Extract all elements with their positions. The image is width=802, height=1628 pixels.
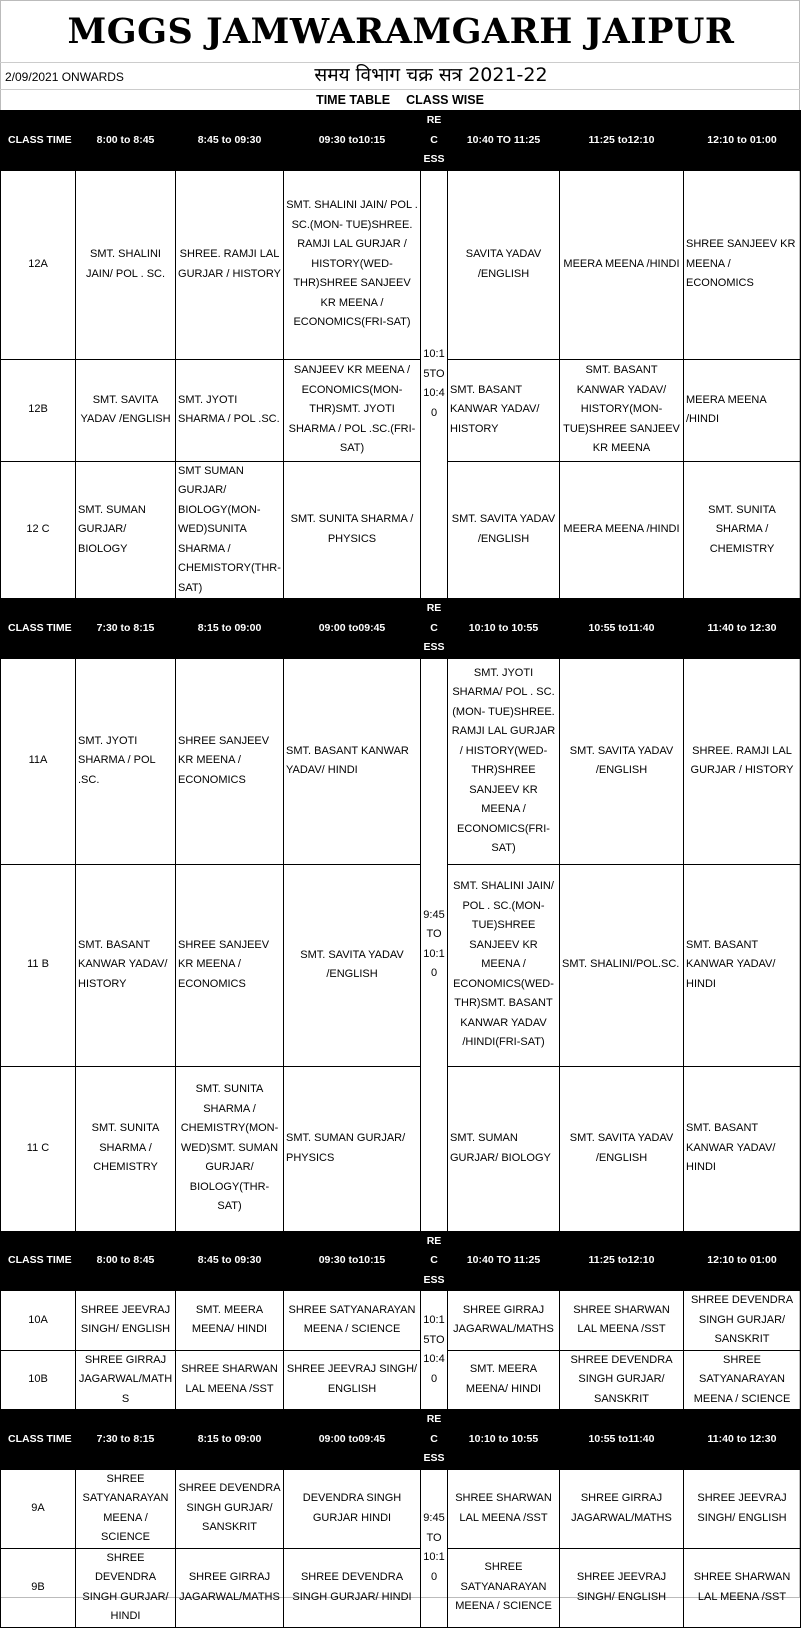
period-time: 8:45 to 09:30 — [176, 111, 284, 171]
class-name: 10A — [1, 1291, 76, 1351]
teacher-subject-cell: SMT. BASANT KANWAR YADAV/ HISTORY(MON- TUE)SHREE SANJEEV KR MEENA — [560, 359, 684, 461]
class-row — [1, 1350, 801, 1410]
teacher-subject-cell: MEERA MEENA /HINDI — [560, 461, 684, 599]
subtitle — [0, 91, 800, 109]
period-time: 7:30 to 8:15 — [76, 599, 176, 659]
teacher-subject-cell: SHREE GIRRAJ JAGARWAL/MATHS — [176, 1548, 284, 1627]
teacher-subject-cell: SMT. BASANT KANWAR YADAV/ HINDI — [284, 658, 421, 864]
period-time: 09:00 to09:45 — [284, 1410, 421, 1470]
teacher-subject-cell: SMT SUMAN GURJAR/ BIOLOGY(MON- WED)SUNITA SHARMA / CHEMISTORY(THR- SAT) — [176, 461, 284, 599]
teacher-subject-cell: SMT. SUMAN GURJAR/ BIOLOGY — [448, 1066, 560, 1231]
teacher-subject-cell: SHREE SANJEEV KR MEENA / ECONOMICS — [176, 658, 284, 864]
teacher-subject-cell: SHREE SATYANARAYAN MEENA / SCIENCE — [684, 1350, 801, 1410]
class-row — [1, 461, 801, 599]
teacher-subject-cell: SHREE SHARWAN LAL MEENA /SST — [448, 1469, 560, 1548]
recess-time-cell: 9:45 TO 10:1 0 — [421, 1469, 448, 1627]
teacher-subject-cell: SHREE JEEVRAJ SINGH/ ENGLISH — [76, 1291, 176, 1351]
teacher-subject-cell: SANJEEV KR MEENA / ECONOMICS(MON- THR)SMT. JYOTI SHARMA / POL .SC.(FRI- SAT) — [284, 359, 421, 461]
period-header-row — [1, 599, 801, 659]
teacher-subject-cell: SMT. SAVITA YADAV /ENGLISH — [560, 1066, 684, 1231]
class-row — [1, 359, 801, 461]
recess-label: REC ESS — [421, 1231, 448, 1291]
teacher-subject-cell: SMT. SHALINI JAIN/ POL . SC. — [76, 170, 176, 359]
teacher-subject-cell: SMT. SAVITA YADAV /ENGLISH — [560, 658, 684, 864]
teacher-subject-cell: SHREE JEEVRAJ SINGH/ ENGLISH — [284, 1350, 421, 1410]
teacher-subject-cell: SMT. SAVITA YADAV /ENGLISH — [76, 359, 176, 461]
teacher-subject-cell: SMT. SAVITA YADAV /ENGLISH — [448, 461, 560, 599]
teacher-subject-cell: SHREE. RAMJI LAL GURJAR / HISTORY — [176, 170, 284, 359]
teacher-subject-cell: SHREE SANJEEV KR MEENA / ECONOMICS — [684, 170, 801, 359]
recess-label: REC ESS — [421, 599, 448, 659]
teacher-subject-cell: SHREE JEEVRAJ SINGH/ ENGLISH — [684, 1469, 801, 1548]
teacher-subject-cell: SHREE DEVENDRA SINGH GURJAR/ HINDI — [284, 1548, 421, 1627]
class-row — [1, 864, 801, 1066]
teacher-subject-cell: SMT. BASANT KANWAR YADAV/ HISTORY — [76, 864, 176, 1066]
teacher-subject-cell: SMT. SAVITA YADAV /ENGLISH — [284, 864, 421, 1066]
period-header-row — [1, 111, 801, 171]
period-time: 10:40 TO 11:25 — [448, 1231, 560, 1291]
teacher-subject-cell: SMT. BASANT KANWAR YADAV/ HISTORY — [448, 359, 560, 461]
class-name: 12B — [1, 359, 76, 461]
teacher-subject-cell: SHREE SATYANARAYAN MEENA / SCIENCE — [76, 1469, 176, 1548]
period-time: 8:00 to 8:45 — [76, 111, 176, 171]
class-name: 9A — [1, 1469, 76, 1548]
teacher-subject-cell: SHREE GIRRAJ JAGARWAL/MATH S — [76, 1350, 176, 1410]
period-time: 8:45 to 09:30 — [176, 1231, 284, 1291]
period-time: 10:10 to 10:55 — [448, 1410, 560, 1470]
period-time: 8:15 to 09:00 — [176, 1410, 284, 1470]
teacher-subject-cell: SMT. SUNITA SHARMA / PHYSICS — [284, 461, 421, 599]
period-time: 12:10 to 01:00 — [684, 1231, 801, 1291]
teacher-subject-cell: SHREE DEVENDRA SINGH GURJAR/ SANSKRIT — [560, 1350, 684, 1410]
period-header-row — [1, 1410, 801, 1470]
teacher-subject-cell: MEERA MEENA /HINDI — [684, 359, 801, 461]
teacher-subject-cell: SHREE DEVENDRA SINGH GURJAR/ HINDI — [76, 1548, 176, 1627]
teacher-subject-cell: SMT. JYOTI SHARMA/ POL . SC.(MON- TUE)SHREE. RAMJI LAL GURJAR / HISTORY(WED- THR)SHREE SANJEEV KR MEENA / ECONOMICS(FRI- SAT) — [448, 658, 560, 864]
period-time: 11:40 to 12:30 — [684, 1410, 801, 1470]
period-time: 10:55 to11:40 — [560, 1410, 684, 1470]
session-title-hindi: समय विभाग चक्र सत्र 2021-22 — [314, 64, 548, 86]
teacher-subject-cell: SHREE SATYANARAYAN MEENA / SCIENCE — [448, 1548, 560, 1627]
teacher-subject-cell: SHREE SANJEEV KR MEENA / ECONOMICS — [176, 864, 284, 1066]
class-name: 11 C — [1, 1066, 76, 1231]
period-time: 09:00 to09:45 — [284, 599, 421, 659]
class-name: 9B — [1, 1548, 76, 1627]
teacher-subject-cell: SHREE GIRRAJ JAGARWAL/MATHS — [448, 1291, 560, 1351]
divider — [0, 89, 800, 90]
period-time: 10:40 TO 11:25 — [448, 111, 560, 171]
teacher-subject-cell: SMT. JYOTI SHARMA / POL .SC. — [176, 359, 284, 461]
teacher-subject-cell: SMT. SUNITA SHARMA / CHEMISTRY — [684, 461, 801, 599]
class-row — [1, 1469, 801, 1548]
period-time: 09:30 to10:15 — [284, 111, 421, 171]
class-row — [1, 658, 801, 864]
teacher-subject-cell: SMT. BASANT KANWAR YADAV/ HINDI — [684, 864, 801, 1066]
teacher-subject-cell: SHREE GIRRAJ JAGARWAL/MATHS — [560, 1469, 684, 1548]
class-row — [1, 1066, 801, 1231]
class-row — [1, 170, 801, 359]
teacher-subject-cell: SMT. JYOTI SHARMA / POL .SC. — [76, 658, 176, 864]
teacher-subject-cell: SMT. MEERA MEENA/ HINDI — [176, 1291, 284, 1351]
teacher-subject-cell: SHREE SATYANARAYAN MEENA / SCIENCE — [284, 1291, 421, 1351]
period-time: 8:00 to 8:45 — [76, 1231, 176, 1291]
teacher-subject-cell: SMT. SHALINI JAIN/ POL . SC.(MON- TUE)SHREE SANJEEV KR MEENA / ECONOMICS(WED- THR)SMT. BASANT KANWAR YADAV /HINDI(FRI-SAT) — [448, 864, 560, 1066]
recess-label: REC ESS — [421, 111, 448, 171]
class-name: 12 C — [1, 461, 76, 599]
class-name: 11A — [1, 658, 76, 864]
period-time: 10:55 to11:40 — [560, 599, 684, 659]
teacher-subject-cell: SMT. SHALINI/POL.SC. — [560, 864, 684, 1066]
class-name: 12A — [1, 170, 76, 359]
period-time: 8:15 to 09:00 — [176, 599, 284, 659]
teacher-subject-cell: SHREE DEVENDRA SINGH GURJAR/ SANSKRIT — [684, 1291, 801, 1351]
class-time-label: CLASS TIME — [1, 1231, 76, 1291]
school-title: MGGS JAMWARAMGARH JAIPUR — [67, 11, 735, 52]
teacher-subject-cell: DEVENDRA SINGH GURJAR HINDI — [284, 1469, 421, 1548]
period-time: 09:30 to10:15 — [284, 1231, 421, 1291]
teacher-subject-cell: SMT. SUMAN GURJAR/ PHYSICS — [284, 1066, 421, 1231]
class-time-label: CLASS TIME — [1, 599, 76, 659]
teacher-subject-cell: SMT. SUNITA SHARMA / CHEMISTRY(MON- WED)SMT. SUMAN GURJAR/ BIOLOGY(THR- SAT) — [176, 1066, 284, 1231]
recess-label: REC ESS — [421, 1410, 448, 1470]
period-time: 11:25 to12:10 — [560, 111, 684, 171]
teacher-subject-cell: SMT. BASANT KANWAR YADAV/ HINDI — [684, 1066, 801, 1231]
teacher-subject-cell: SHREE. RAMJI LAL GURJAR / HISTORY — [684, 658, 801, 864]
class-time-label: CLASS TIME — [1, 111, 76, 171]
recess-time-cell: 10:1 5TO 10:4 0 — [421, 170, 448, 599]
class-name: 10B — [1, 1350, 76, 1410]
class-row — [1, 1291, 801, 1351]
timetable-table — [0, 110, 801, 1628]
recess-time-cell: 9:45 TO 10:1 0 — [421, 658, 448, 1231]
teacher-subject-cell: SHREE JEEVRAJ SINGH/ ENGLISH — [560, 1548, 684, 1627]
period-time: 12:10 to 01:00 — [684, 111, 801, 171]
teacher-subject-cell: SMT. MEERA MEENA/ HINDI — [448, 1350, 560, 1410]
teacher-subject-cell: SHREE SHARWAN LAL MEENA /SST — [176, 1350, 284, 1410]
teacher-subject-cell: SHREE SHARWAN LAL MEENA /SST — [684, 1548, 801, 1627]
subtitle-timetable: TIME TABLE — [316, 93, 391, 107]
effective-date: 2/09/2021 ONWARDS — [5, 70, 124, 84]
period-time: 7:30 to 8:15 — [76, 1410, 176, 1470]
teacher-subject-cell: SHREE SHARWAN LAL MEENA /SST — [560, 1291, 684, 1351]
teacher-subject-cell: SAVITA YADAV /ENGLISH — [448, 170, 560, 359]
period-header-row — [1, 1231, 801, 1291]
class-row — [1, 1548, 801, 1627]
teacher-subject-cell: SMT. SHALINI JAIN/ POL . SC.(MON- TUE)SHREE. RAMJI LAL GURJAR / HISTORY(WED- THR)SHREE SANJEEV KR MEENA / ECONOMICS(FRI-SAT) — [284, 170, 421, 359]
subtitle-classwise: CLASS WISE — [406, 93, 484, 107]
recess-time-cell: 10:1 5TO 10:4 0 — [421, 1291, 448, 1410]
period-time: 11:40 to 12:30 — [684, 599, 801, 659]
class-name: 11 B — [1, 864, 76, 1066]
teacher-subject-cell: MEERA MEENA /HINDI — [560, 170, 684, 359]
divider — [0, 62, 800, 63]
teacher-subject-cell: SMT. SUNITA SHARMA / CHEMISTRY — [76, 1066, 176, 1231]
period-time: 10:10 to 10:55 — [448, 599, 560, 659]
timetable-grid — [0, 110, 800, 1628]
class-time-label: CLASS TIME — [1, 1410, 76, 1470]
period-time: 11:25 to12:10 — [560, 1231, 684, 1291]
teacher-subject-cell: SHREE DEVENDRA SINGH GURJAR/ SANSKRIT — [176, 1469, 284, 1548]
teacher-subject-cell: SMT. SUMAN GURJAR/ BIOLOGY — [76, 461, 176, 599]
